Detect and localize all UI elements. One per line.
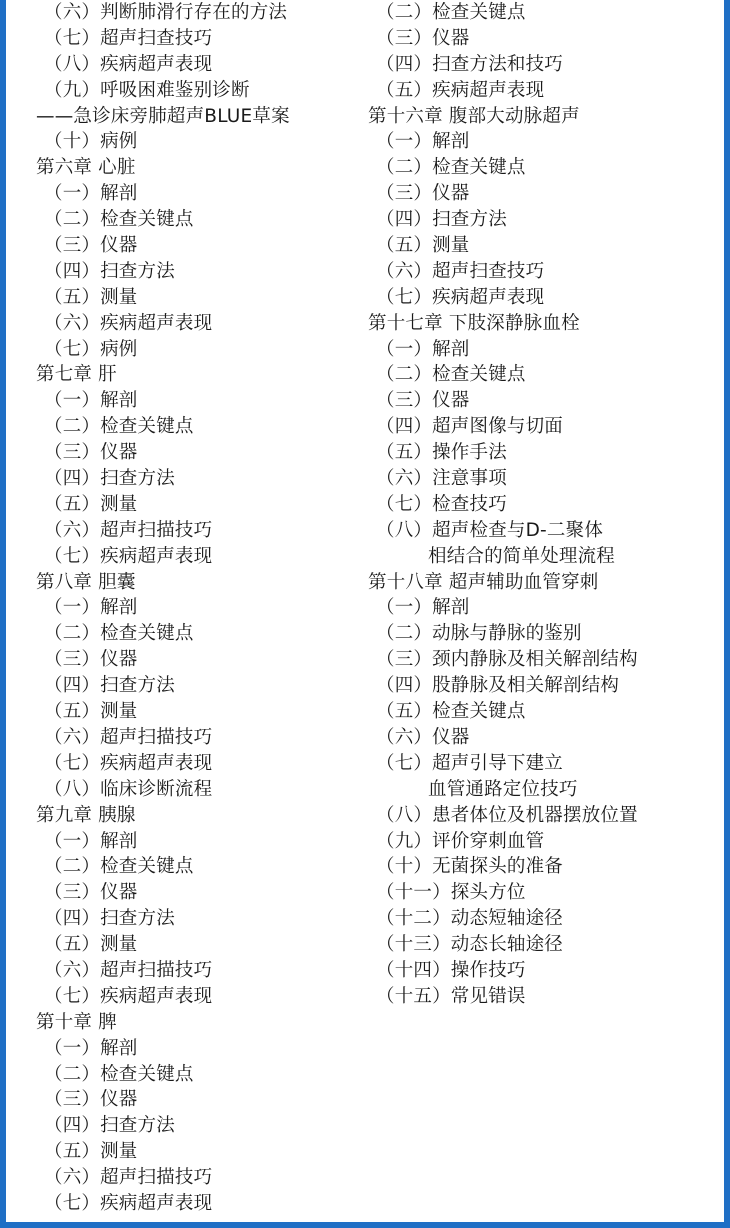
toc-section-item: （四）扫查方法和技巧 [376,53,564,75]
toc-left-column [36,0,356,1217]
toc-section-item: （七）检查技巧 [376,493,507,515]
toc-section-item: （一）解剖 [44,830,138,852]
toc-section-item: （六）超声扫描技巧 [44,519,213,541]
toc-section-item: （一）解剖 [44,183,138,205]
toc-section-item: （十二）动态短轴途径 [376,908,564,930]
toc-chapter-heading: 第八章 胆囊 [36,571,136,593]
toc-section-item: （五）测量 [44,493,138,515]
toc-section-item: （三）仪器 [44,1089,138,1111]
toc-section-item: （十）无菌探头的准备 [376,856,564,878]
toc-section-item: （二）检查关键点 [44,416,194,438]
toc-section-item: （六）注意事项 [376,468,507,490]
toc-section-item: （十四）操作技巧 [376,959,526,981]
toc-section-item: （一）解剖 [376,131,470,153]
toc-section-item: （三）仪器 [376,183,470,205]
toc-section-item: （二）检查关键点 [376,2,526,23]
toc-section-item: （一）解剖 [44,390,138,412]
toc-section-item: （五）操作手法 [376,442,507,464]
toc-section-item: （一）解剖 [44,597,138,619]
toc-continuation-line: ——急诊床旁肺超声BLUE草案 [36,105,290,127]
toc-chapter-heading: 第十六章 腹部大动脉超声 [368,105,580,127]
toc-continuation-line: 相结合的简单处理流程 [428,545,616,567]
toc-section-item: （四）扫查方法 [44,675,175,697]
toc-section-item: （七）病例 [44,338,138,360]
toc-section-item: （四）超声图像与切面 [376,416,564,438]
toc-section-item: （五）疾病超声表现 [376,79,545,101]
toc-section-item: （七）超声扫查技巧 [44,27,213,49]
toc-section-item: （七）疾病超声表现 [44,752,213,774]
toc-chapter-heading: 第十章 脾 [36,1011,117,1033]
toc-section-item: （二）检查关键点 [44,209,194,231]
toc-section-item: （十三）动态长轴途径 [376,934,564,956]
toc-section-item: （三）仪器 [44,649,138,671]
toc-section-item: （四）扫查方法 [44,260,175,282]
toc-right-column [368,0,708,1010]
toc-section-item: （九）呼吸困难鉴别诊断 [44,79,250,101]
toc-section-item: （二）检查关键点 [44,1063,194,1085]
toc-section-item: （六）超声扫描技巧 [44,959,213,981]
toc-section-item: （九）评价穿刺血管 [376,830,545,852]
toc-chapter-heading: 第十七章 下肢深静脉血栓 [368,312,580,334]
toc-section-item: （十五）常见错误 [376,985,526,1007]
toc-section-item: （八）疾病超声表现 [44,53,213,75]
toc-section-item: （六）超声扫描技巧 [44,1167,213,1189]
toc-section-item: （三）仪器 [376,390,470,412]
toc-section-item: （三）颈内静脉及相关解剖结构 [376,649,638,671]
toc-section-item: （六）判断肺滑行存在的方法 [44,2,288,23]
toc-section-item: （一）解剖 [376,338,470,360]
toc-section-item: （五）测量 [44,934,138,956]
toc-chapter-heading: 第九章 胰腺 [36,804,136,826]
toc-section-item: （二）检查关键点 [44,856,194,878]
toc-section-item: （四）扫查方法 [44,1115,175,1137]
toc-section-item: （八）患者体位及机器摆放位置 [376,804,638,826]
toc-section-item: （三）仪器 [44,442,138,464]
toc-section-item: （十）病例 [44,131,138,153]
toc-section-item: （十一）探头方位 [376,882,526,904]
toc-section-item: （二）检查关键点 [44,623,194,645]
toc-section-item: （七）超声引导下建立 [376,752,564,774]
toc-section-item: （三）仪器 [44,882,138,904]
toc-chapter-heading: 第十八章 超声辅助血管穿刺 [368,571,599,593]
toc-section-item: （二）动脉与静脉的鉴别 [376,623,582,645]
toc-section-item: （五）测量 [44,1141,138,1163]
toc-section-item: （六）超声扫描技巧 [44,726,213,748]
toc-section-item: （三）仪器 [44,235,138,257]
toc-section-item: （六）疾病超声表现 [44,312,213,334]
toc-section-item: （五）测量 [376,235,470,257]
toc-section-item: （四）扫查方法 [376,209,507,231]
toc-section-item: （四）股静脉及相关解剖结构 [376,675,620,697]
toc-section-item: （五）检查关键点 [376,701,526,723]
toc-section-item: （四）扫查方法 [44,468,175,490]
toc-chapter-heading: 第七章 肝 [36,364,117,386]
toc-section-item: （五）测量 [44,286,138,308]
toc-section-item: （六）超声扫查技巧 [376,260,545,282]
toc-section-item: （一）解剖 [44,1037,138,1059]
toc-section-item: （六）仪器 [376,726,470,748]
toc-section-item: （七）疾病超声表现 [376,286,545,308]
toc-section-item: （八）临床诊断流程 [44,778,213,800]
toc-section-item: （二）检查关键点 [376,364,526,386]
toc-section-item: （七）疾病超声表现 [44,545,213,567]
toc-section-item: （二）检查关键点 [376,157,526,179]
toc-section-item: （三）仪器 [376,27,470,49]
toc-section-item: （七）疾病超声表现 [44,1192,213,1214]
toc-chapter-heading: 第六章 心脏 [36,157,136,179]
toc-section-item: （七）疾病超声表现 [44,985,213,1007]
toc-section-item: （八）超声检查与D-二聚体 [376,519,604,541]
toc-continuation-line: 血管通路定位技巧 [428,778,578,800]
toc-section-item: （一）解剖 [376,597,470,619]
toc-section-item: （五）测量 [44,701,138,723]
toc-section-item: （四）扫查方法 [44,908,175,930]
